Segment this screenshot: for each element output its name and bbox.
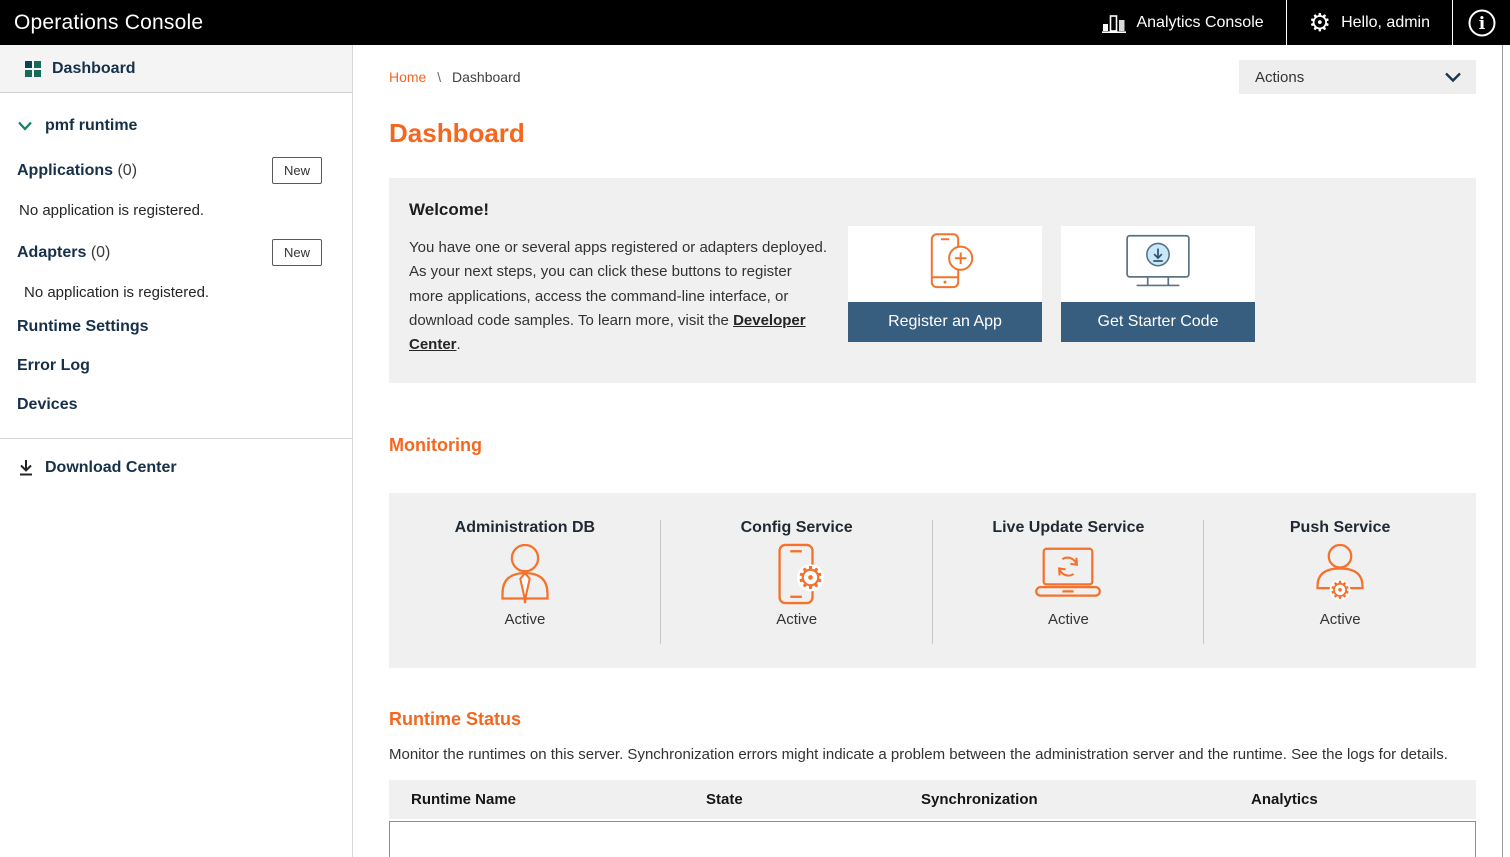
page-title: Dashboard — [389, 118, 525, 148]
service-name: Push Service — [1289, 519, 1391, 537]
person-gear-icon — [1310, 541, 1370, 609]
runtime-status-description: Monitor the runtimes on this server. Synchronization errors might indicate a problem between the administration server and the runtime. See the logs for details. — [389, 746, 1448, 764]
service-live-update — [933, 493, 1205, 668]
applications-count: (0) — [117, 161, 138, 179]
download-icon — [17, 459, 35, 477]
monitoring-panel — [389, 493, 1476, 668]
info-button[interactable] — [1452, 0, 1510, 45]
sidebar-item-download-center[interactable] — [0, 439, 352, 477]
applications-empty-text: No application is registered. — [19, 202, 205, 219]
column-header-runtime-name: Runtime Name — [411, 790, 517, 808]
actions-dropdown[interactable] — [1239, 60, 1476, 94]
sidebar-dashboard-label: Dashboard — [52, 59, 136, 77]
download-center-label: Download Center — [45, 459, 177, 476]
service-name: Live Update Service — [992, 519, 1145, 537]
phone-gear-icon — [766, 541, 828, 609]
column-header-analytics: Analytics — [1251, 790, 1318, 808]
info-icon — [1467, 8, 1497, 38]
column-header-synchronization: Synchronization — [921, 790, 1038, 808]
monitoring-heading: Monitoring — [389, 435, 482, 456]
service-status: Active — [776, 611, 818, 629]
service-config-service — [661, 493, 933, 668]
greeting-label: Hello, admin — [1341, 13, 1430, 31]
sidebar-item-error-log[interactable]: Error Log — [17, 357, 90, 374]
sidebar — [0, 45, 353, 857]
breadcrumb-current: Dashboard — [452, 69, 521, 85]
user-menu[interactable] — [1286, 0, 1452, 45]
service-status: Active — [504, 611, 546, 629]
dashboard-grid-icon — [25, 61, 41, 77]
table-empty-row — [389, 821, 1476, 857]
welcome-heading: Welcome! — [409, 200, 489, 219]
service-push-service — [1204, 493, 1476, 668]
chevron-down-icon — [17, 120, 33, 132]
adapters-label: Adapters (0) — [17, 243, 111, 261]
service-status: Active — [1319, 611, 1361, 629]
sidebar-applications-row — [0, 143, 352, 190]
sidebar-adapters-row — [0, 225, 352, 272]
welcome-body: You have one or several apps registered or adapters deployed. As your next steps, you can click these buttons to register more applications, access the command-line interface, or download code samples. To learn more, visit the Developer Center. — [409, 239, 828, 354]
person-tie-icon — [495, 541, 555, 609]
developer-center-link[interactable]: Developer Center — [409, 311, 806, 354]
adapters-empty-text: No application is registered. — [24, 284, 210, 301]
runtime-group-label: pmf runtime — [45, 117, 138, 134]
sidebar-item-dashboard[interactable] — [0, 45, 352, 93]
sidebar-item-devices[interactable]: Devices — [17, 396, 78, 413]
service-name: Administration DB — [454, 519, 596, 537]
adapters-count: (0) — [90, 243, 111, 261]
main-content — [354, 60, 1502, 857]
phone-plus-icon — [912, 231, 978, 297]
service-name: Config Service — [740, 519, 853, 537]
runtime-status-table — [389, 780, 1476, 857]
svg-text:i: i — [1478, 13, 1485, 34]
app-title: Operations Console — [14, 10, 204, 34]
breadcrumb-home[interactable]: Home — [389, 69, 427, 85]
topbar — [0, 0, 1510, 45]
sidebar-runtime-group-toggle[interactable] — [0, 93, 352, 143]
table-header-row — [389, 780, 1476, 819]
scrollbar-rail[interactable] — [1502, 45, 1503, 857]
starter-code-card[interactable] — [1061, 226, 1255, 357]
monitor-download-icon — [1122, 233, 1194, 295]
laptop-sync-icon — [1030, 541, 1106, 609]
svg-text:⚙: ⚙ — [1329, 575, 1352, 605]
service-administration-db — [389, 493, 661, 668]
applications-label: Applications (0) — [17, 161, 138, 179]
actions-label: Actions — [1255, 68, 1305, 86]
bar-chart-icon — [1102, 12, 1126, 34]
get-starter-code-button[interactable]: Get Starter Code — [1061, 302, 1255, 342]
new-adapter-button[interactable]: New — [272, 239, 322, 266]
service-status: Active — [1047, 611, 1089, 629]
runtime-status-heading: Runtime Status — [389, 709, 522, 730]
gear-icon: ⚙ — [1308, 8, 1332, 37]
svg-text:⚙: ⚙ — [796, 561, 825, 598]
welcome-panel — [389, 178, 1476, 383]
analytics-console-link[interactable] — [1080, 0, 1285, 45]
breadcrumb — [389, 69, 521, 85]
chevron-down-icon — [1444, 71, 1462, 83]
register-app-button[interactable]: Register an App — [848, 302, 1042, 342]
analytics-console-label: Analytics Console — [1136, 13, 1264, 31]
topbar-spacer — [203, 0, 1080, 45]
sidebar-item-runtime-settings[interactable]: Runtime Settings — [17, 318, 149, 335]
register-app-card[interactable] — [848, 226, 1042, 357]
breadcrumb-separator: \ — [437, 69, 442, 85]
new-application-button[interactable]: New — [272, 157, 322, 184]
column-header-state: State — [706, 790, 743, 808]
